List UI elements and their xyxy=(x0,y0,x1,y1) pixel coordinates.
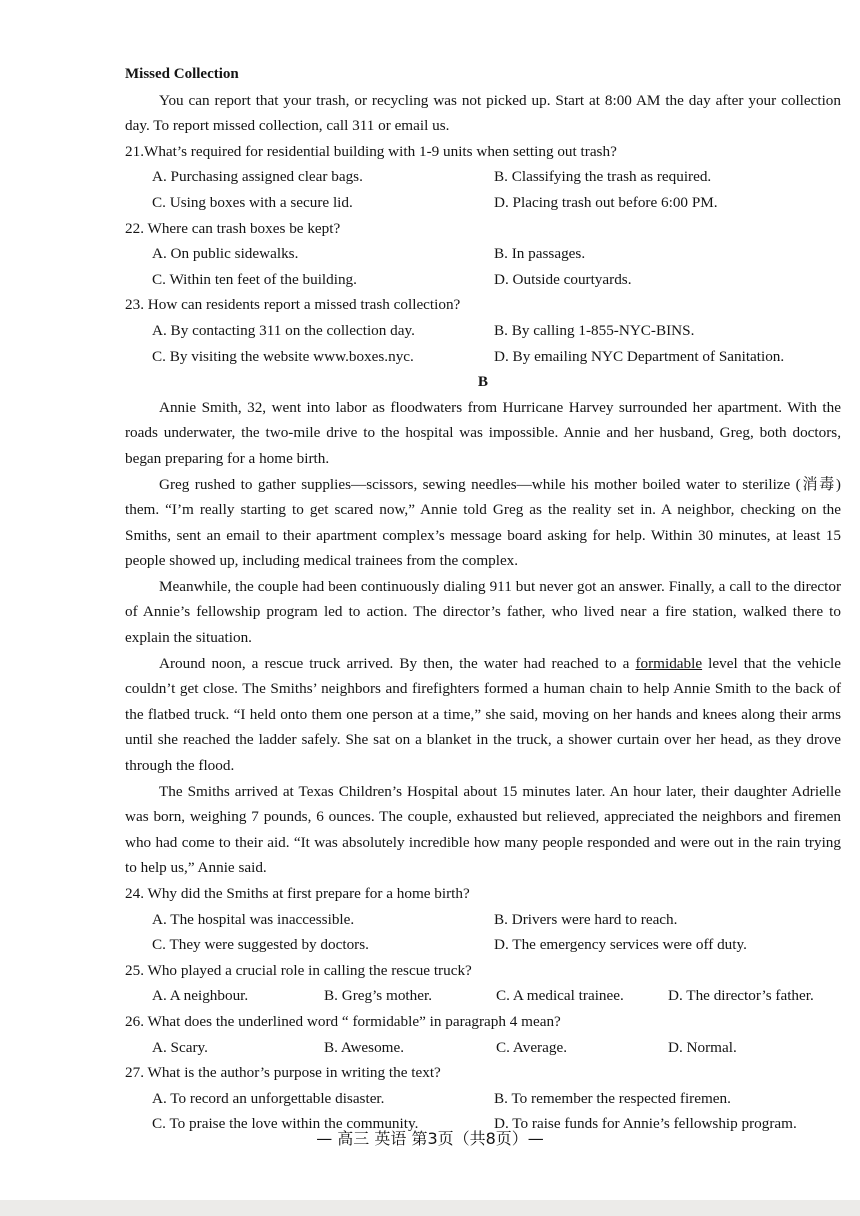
option-21-d: D. Placing trash out before 6:00 PM. xyxy=(494,193,718,211)
page-content xyxy=(125,62,841,1137)
option-21-a: A. Purchasing assigned clear bags. xyxy=(152,168,363,186)
option-21-b: B. Classifying the trash as required. xyxy=(494,168,712,186)
question-26: 26. What does the underlined word “ formidable” in paragraph 4 mean? xyxy=(125,1012,561,1030)
option-24-b: B. Drivers were hard to reach. xyxy=(494,910,678,928)
question-22-options xyxy=(125,241,841,292)
option-26-b: B. Awesome. xyxy=(324,1038,405,1056)
underlined-word: formidable xyxy=(635,654,703,672)
question-27: 27. What is the author’s purpose in writing the text? xyxy=(125,1064,441,1082)
question-24-options xyxy=(125,907,841,958)
passage-paragraph-4 xyxy=(125,651,841,779)
paragraph-4-end: level that the vehicle couldn’t get close. The Smiths’ neighbors and firefighters formed a human chain to help Annie Smith to the back of the flatbed truck. “I held onto them one person at a time,” she said, moving on her hands and knees along their arms until she reached the ladder safely. She sat on a blanket in the truck, a shower curtain over her head, as they drove through the flood. xyxy=(125,654,841,775)
option-24-c: C. They were suggested by doctors. xyxy=(152,936,369,954)
passage-paragraph-5: The Smiths arrived at Texas Children’s Hospital about 15 minutes later. An hour later, their daughter Adrielle was born, weighing 7 pounds, 6 ounces. The couple, exhausted but relieved, appreciated the neighbors and firemen who had come to their aid. “It was absolutely incredible how many people responded and were out in the rain trying to help us,” Annie said. xyxy=(125,782,841,877)
option-22-a: A. On public sidewalks. xyxy=(152,245,299,263)
option-25-a: A. A neighbour. xyxy=(152,987,249,1005)
question-22: 22. Where can trash boxes be kept? xyxy=(125,219,341,237)
option-25-d: D. The director’s father. xyxy=(668,987,814,1005)
question-24: 24. Why did the Smiths at first prepare for a home birth? xyxy=(125,885,470,902)
section-title: Missed Collection xyxy=(125,66,239,82)
section-b-heading: B xyxy=(477,373,489,391)
option-24-d: D. The emergency services were off duty. xyxy=(494,936,747,954)
option-26-c: C. Average. xyxy=(496,1038,567,1056)
option-27-c: C. To praise the love within the community. xyxy=(152,1115,419,1133)
option-27-a: A. To record an unforgettable disaster. xyxy=(152,1089,385,1107)
option-26-d: D. Normal. xyxy=(668,1038,737,1056)
option-24-a: A. The hospital was inaccessible. xyxy=(152,910,355,928)
option-21-c: C. Using boxes with a secure lid. xyxy=(152,193,353,211)
paragraph-4-start: Around noon, a rescue truck arrived. By then, the water had reached to a xyxy=(159,654,636,672)
page-footer: — 高三 英语 第3页（共8页）— xyxy=(316,1129,544,1148)
question-21: 21.What’s required for residential building with 1-9 units when setting out trash? xyxy=(125,142,617,160)
option-25-c: C. A medical trainee. xyxy=(496,987,624,1005)
option-25-b: B. Greg’s mother. xyxy=(324,987,432,1005)
question-26-options xyxy=(125,1035,841,1061)
option-23-b: B. By calling 1-855-NYC-BINS. xyxy=(494,321,695,339)
option-23-a: A. By contacting 311 on the collection day. xyxy=(152,321,415,339)
option-23-d: D. By emailing NYC Department of Sanitation. xyxy=(494,347,785,365)
scan-edge xyxy=(0,1200,860,1216)
passage-paragraph-2: Greg rushed to gather supplies—scissors, sewing needles—while his mother boiled water to sterilize (消毒) them. “I’m really starting to get scared now,” Annie told Greg as the reality set in. A neighbor, checking on the Smiths, sent an email to their apartment complex’s message board asking for help. Within 30 minutes, at least 15 people showed up, including medical trainees from the complex. xyxy=(125,475,841,570)
option-26-a: A. Scary. xyxy=(152,1038,208,1056)
question-25-options xyxy=(125,983,841,1009)
question-23: 23. How can residents report a missed trash collection? xyxy=(125,296,461,314)
question-21-options xyxy=(125,164,841,215)
option-22-b: B. In passages. xyxy=(494,245,586,263)
option-22-d: D. Outside courtyards. xyxy=(494,270,632,288)
passage-paragraph-1: Annie Smith, 32, went into labor as floodwaters from Hurricane Harvey surrounded her apartment. With the roads underwater, the two-mile drive to the hospital was impossible. Annie and her husband, Greg, both doctors, began preparing for a home birth. xyxy=(125,398,841,467)
passage-paragraph-3: Meanwhile, the couple had been continuously dialing 911 but never got an answer. Finally, a call to the director of Annie’s fellowship program led to action. The director’s father, who lived near a fire station, walked there to explain the situation. xyxy=(125,577,841,647)
option-22-c: C. Within ten feet of the building. xyxy=(152,270,357,288)
notice-paragraph: You can report that your trash, or recycling was not picked up. Start at 8:00 AM the day after your collection day. To report missed collection, call 311 or email us. xyxy=(125,91,841,135)
question-23-options xyxy=(125,318,841,369)
option-27-d: D. To raise funds for Annie’s fellowship program. xyxy=(494,1115,797,1133)
option-23-c: C. By visiting the website www.boxes.nyc. xyxy=(152,347,414,365)
option-27-b: B. To remember the respected firemen. xyxy=(494,1089,731,1107)
question-25: 25. Who played a crucial role in calling the rescue truck? xyxy=(125,961,472,979)
